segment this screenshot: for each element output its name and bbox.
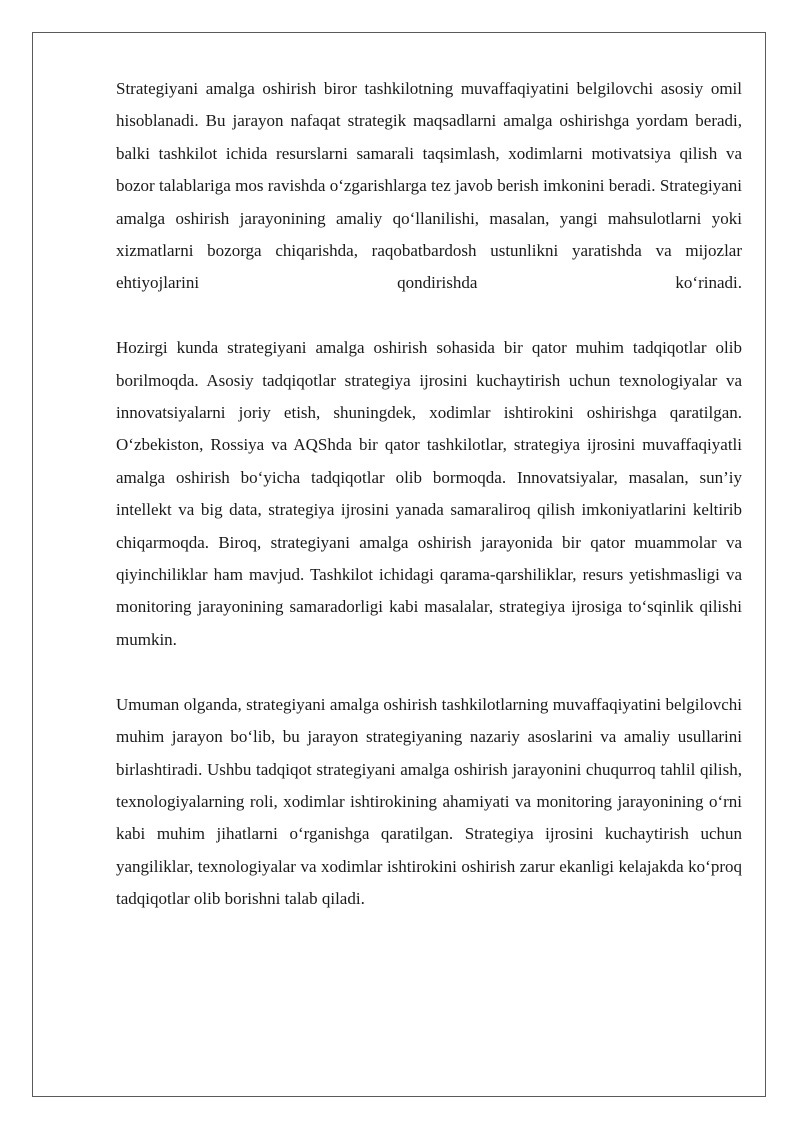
paragraph-1: Strategiyani amalga oshirish biror tashkilotning muvaffaqiyatini belgilovchi asosiy omil hisoblanadi. Bu jarayon nafaqat strategik maqsadlarni amalga oshirishga yordam beradi, balki tashkilot ichida resurslarni samarali taqsimlash, xodimlarni motivatsiya qilish va bozor talablariga mos ravishda o‘zgarishlarga tez javob berish imkonini beradi. Strategiyani amalga oshirish jarayonining amaliy qo‘llanilishi, masalan, yangi mahsulotlarni yoki xizmatlarni bozorga chiqarishda, raqobatbardosh ustunlikni yaratishda va mijozlar ehtiyojlarini qondirishda ko‘rinadi.	[116, 79, 742, 293]
document-body	[116, 73, 742, 948]
paragraph-2: Hozirgi kunda strategiyani amalga oshirish sohasida bir qator muhim tadqiqotlar olib borilmoqda. Asosiy tadqiqotlar strategiya ijrosini kuchaytirish uchun texnologiyalar va innovatsiyalarni joriy etish, shuningdek, xodimlar ishtirokini oshirishga qaratilgan. O‘zbekiston, Rossiya va AQShda bir qator tashkilotlar, strategiya ijrosini muvaffaqiyatli amalga oshirish bo‘yicha tadqiqotlar olib bormoqda. Innovatsiyalar, masalan, sun’iy intellekt va big data, strategiya ijrosini yanada samaraliroq qilish imkoniyatlarini keltirib chiqarmoqda. Biroq, strategiyani amalga oshirish jarayonida bir qator muammolar va qiyinchiliklar ham mavjud. Tashkilot ichidagi qarama-qarshiliklar, resurs yetishmasligi va monitoring jarayonining samaradorligi kabi masalalar, strategiya ijrosiga to‘sqinlik qilishi mumkin.	[116, 338, 742, 649]
paragraph-3: Umuman olganda, strategiyani amalga oshirish tashkilotlarning muvaffaqiyatini belgilovchi muhim jarayon bo‘lib, bu jarayon strategiyaning nazariy asoslarini va amaliy usullarini birlashtiradi. Ushbu tadqiqot strategiyani amalga oshirish jarayonini chuqurroq tahlil qilish, texnologiyalarning roli, xodimlar ishtirokining ahamiyati va monitoring jarayonining o‘rni kabi muhim jihatlarni o‘rganishga qaratilgan. Strategiya ijrosini kuchaytirish uchun yangiliklar, texnologiyalar va xodimlar ishtirokini oshirish zarur ekanligi kelajakda ko‘proq tadqiqotlar olib borishni talab qiladi.	[116, 694, 742, 909]
